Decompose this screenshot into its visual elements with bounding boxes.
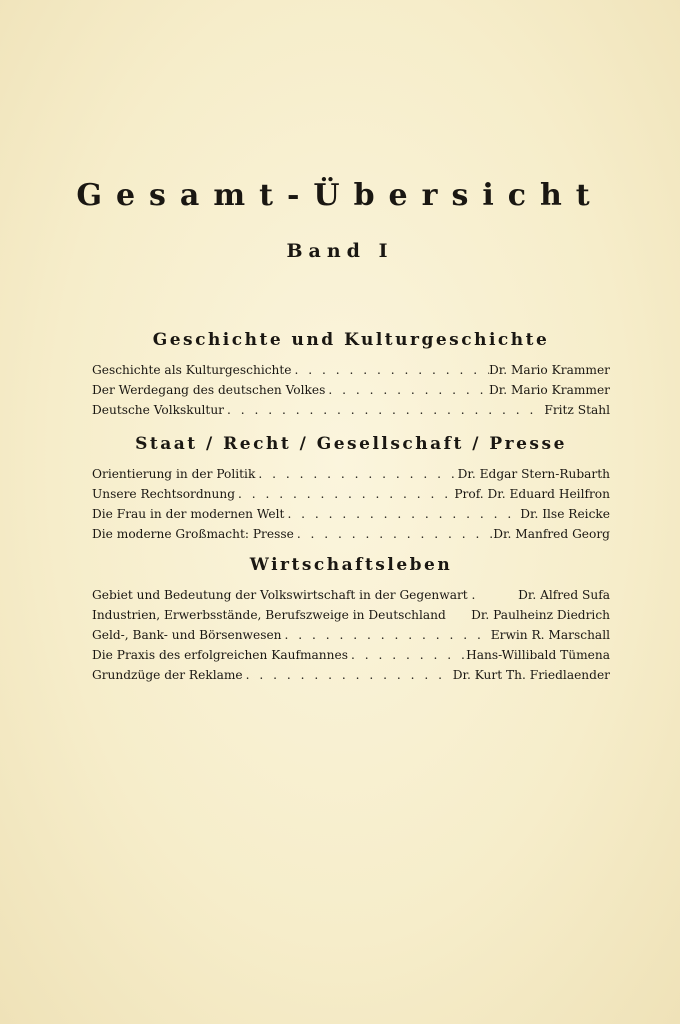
entry-title: Geld-, Bank- und Börsenwesen: [92, 628, 282, 642]
toc-entry: [92, 504, 610, 524]
leader-dots: [243, 665, 453, 685]
toc-entry: [92, 360, 610, 380]
entry-author: Dr. Manfred Georg: [493, 527, 610, 541]
toc-entry: [92, 464, 610, 484]
toc-entry: [92, 585, 610, 605]
section-heading: Wirtschaftsleben: [249, 555, 453, 575]
entry-title: Die Praxis des erfolgreichen Kaufmannes: [92, 648, 348, 662]
entry-title: Die Frau in der modernen Welt: [92, 507, 285, 521]
leader-dots: [282, 625, 491, 645]
entry-author: Fritz Stahl: [544, 403, 610, 417]
page-title: Gesamt-Übersicht: [76, 178, 604, 213]
entry-author: Dr. Mario Krammer: [488, 363, 610, 377]
entry-author: Hans-Willibald Tümena: [466, 648, 610, 662]
entry-author: Dr. Paulheinz Diedrich: [471, 608, 610, 622]
entry-title: Geschichte als Kulturgeschichte: [92, 363, 292, 377]
toc-entry: [92, 605, 610, 625]
entry-author: Dr. Ilse Reicke: [520, 507, 610, 521]
entry-author: Dr. Mario Krammer: [488, 383, 610, 397]
entry-title: Orientierung in der Politik: [92, 467, 256, 481]
toc-entry: [92, 665, 610, 685]
section-heading: Staat / Recht / Gesellschaft / Presse: [135, 434, 567, 454]
entry-author: Prof. Dr. Eduard Heilfron: [454, 487, 610, 501]
toc-entry: [92, 645, 610, 665]
entry-title: Die moderne Großmacht: Presse: [92, 527, 294, 541]
section-heading: Geschichte und Kulturgeschichte: [152, 330, 550, 350]
leader-dots: [284, 504, 520, 524]
section-state-law: [92, 434, 610, 544]
leader-dots: [348, 645, 466, 665]
entry-title: Der Werdegang des deutschen Volkes: [92, 383, 326, 397]
entry-title: Grundzüge der Reklame: [92, 668, 243, 682]
entry-author: Erwin R. Marschall: [490, 628, 610, 642]
leader-dots: [325, 380, 489, 400]
entry-title: Deutsche Volkskultur: [92, 403, 225, 417]
toc-entry: [92, 524, 610, 544]
entry-title: Unsere Rechtsordnung: [92, 487, 236, 501]
toc-entry: [92, 625, 610, 645]
leader-dots: [235, 484, 454, 504]
section-economy: [92, 555, 610, 685]
toc-entry: [92, 380, 610, 400]
leader-dots: [294, 524, 493, 544]
toc-entry: [92, 484, 610, 504]
section-history: [92, 330, 610, 420]
volume-heading: Band I: [286, 240, 394, 262]
leader-dots: [292, 360, 489, 380]
entry-title: Gebiet und Bedeutung der Volkswirtschaft in der Gegenwart .: [92, 588, 476, 602]
leader-dots: [224, 400, 544, 420]
entry-author: Dr. Alfred Sufa: [518, 588, 610, 602]
entry-title: Industrien, Erwerbsstände, Berufszweige in Deutschland: [92, 608, 446, 622]
leader-dots: [255, 464, 457, 484]
toc-entry: [92, 400, 610, 420]
entry-author: Dr. Edgar Stern-Rubarth: [457, 467, 610, 481]
entry-author: Dr. Kurt Th. Friedlaender: [452, 668, 610, 682]
